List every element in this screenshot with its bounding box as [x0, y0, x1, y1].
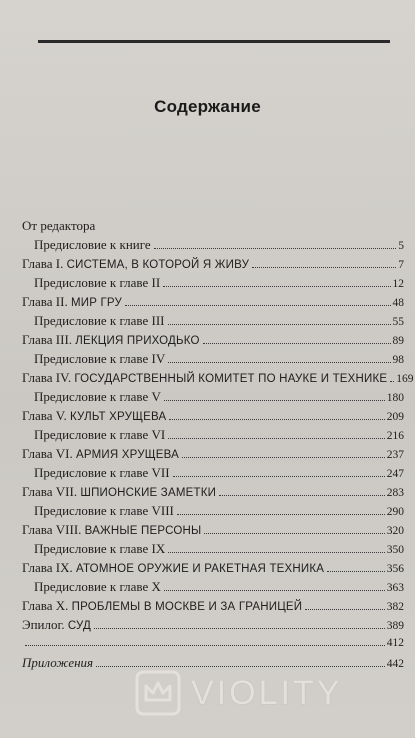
toc-entry-prefix: Предисловие к главе IX — [34, 541, 166, 556]
toc-entry — [22, 368, 414, 387]
toc-entry — [22, 501, 404, 520]
toc-entry-prefix: Предисловие к книге — [34, 237, 151, 252]
table-of-contents — [22, 216, 414, 672]
toc-entry-prefix: Предисловие к главе V — [34, 389, 161, 404]
toc-dot-leader — [168, 362, 390, 363]
toc-entry-title — [22, 349, 165, 370]
top-rule-divider — [38, 40, 390, 43]
toc-page-number: 442 — [386, 658, 404, 670]
toc-page-number: 7 — [398, 259, 404, 271]
toc-entry-title — [22, 653, 93, 674]
toc-entry-caps-title: МИР ГРУ — [70, 297, 123, 309]
toc-dot-leader — [169, 419, 384, 420]
toc-entry — [22, 216, 404, 235]
toc-page-number: 283 — [386, 487, 404, 499]
toc-entry — [22, 558, 404, 577]
toc-page-number: 363 — [386, 582, 404, 594]
toc-dot-leader — [305, 609, 385, 610]
toc-entry-title — [22, 330, 200, 351]
toc-entry-prefix: Предисловие к главе IV — [34, 351, 166, 366]
toc-dot-leader — [168, 552, 385, 553]
toc-entry-caps-title: АТОМНОЕ ОРУЖИЕ И РАКЕТНАЯ ТЕХНИКА — [76, 563, 325, 575]
toc-entry-title — [22, 368, 387, 389]
toc-page-number: 169 — [396, 373, 414, 385]
toc-entry-title — [22, 311, 165, 332]
toc-entry-title — [22, 444, 179, 465]
toc-entry — [22, 292, 404, 311]
toc-entry — [22, 235, 404, 254]
toc-page-number: 216 — [386, 430, 404, 442]
toc-entry — [22, 425, 404, 444]
toc-dot-leader — [125, 305, 390, 306]
toc-dot-leader — [163, 286, 390, 287]
toc-entry-caps-title: СУД — [67, 620, 91, 632]
toc-entry-caps-title: ВАЖНЫЕ ПЕРСОНЫ — [84, 525, 202, 537]
toc-page-number: 5 — [398, 240, 404, 252]
toc-entry — [22, 349, 404, 368]
toc-dot-leader — [154, 248, 397, 249]
toc-dot-leader — [96, 666, 385, 667]
toc-dot-leader — [94, 628, 385, 629]
toc-dot-leader — [177, 514, 385, 515]
toc-entry — [22, 615, 404, 634]
toc-entry-title — [22, 501, 174, 522]
toc-page-number: 247 — [386, 468, 404, 480]
toc-entry-title — [22, 273, 160, 294]
toc-entry — [22, 406, 404, 425]
toc-page-number: 89 — [392, 335, 404, 347]
toc-page-number: 209 — [386, 411, 404, 423]
toc-dot-leader — [25, 645, 385, 646]
toc-entry-prefix: От редактора — [22, 218, 96, 233]
toc-page-number: 382 — [386, 601, 404, 613]
toc-entry-prefix: Предисловие к главе VI — [34, 427, 166, 442]
toc-entry-title — [22, 615, 91, 636]
toc-entry — [22, 273, 404, 292]
toc-dot-leader — [252, 267, 396, 268]
toc-dot-leader — [182, 457, 385, 458]
toc-entry — [22, 463, 404, 482]
toc-entry-prefix: Предисловие к главе III — [34, 313, 165, 328]
toc-entry — [22, 520, 404, 539]
toc-dot-leader — [204, 533, 384, 534]
watermark — [135, 668, 342, 718]
toc-entry-title — [22, 387, 161, 408]
toc-dot-leader — [164, 590, 385, 591]
toc-dot-leader — [203, 343, 391, 344]
toc-entry-title — [22, 216, 95, 237]
toc-entry — [22, 482, 404, 501]
toc-entry-caps-title: АРМИЯ ХРУЩЕВА — [76, 449, 179, 461]
toc-page-number: 98 — [392, 354, 404, 366]
toc-dot-leader — [173, 476, 385, 477]
toc-entry — [22, 596, 404, 615]
toc-entry — [22, 387, 404, 406]
toc-entry-prefix: Предисловие к главе VII — [34, 465, 170, 480]
toc-dot-leader — [168, 438, 385, 439]
toc-entry — [22, 444, 404, 463]
toc-entry-title — [22, 254, 249, 275]
watermark-text: VIOLITY — [191, 673, 343, 712]
toc-dot-leader — [168, 324, 391, 325]
toc-entry-prefix: Предисловие к главе VIII — [34, 503, 174, 518]
toc-entry — [22, 577, 404, 596]
toc-entry-title — [22, 520, 201, 541]
toc-entry-caps-title: КУЛЬТ ХРУЩЕВА — [70, 411, 167, 423]
toc-page-number: 12 — [392, 278, 404, 290]
toc-entry-title — [22, 406, 166, 427]
toc-page-number: 350 — [386, 544, 404, 556]
toc-entry — [22, 254, 404, 273]
toc-entry — [22, 634, 404, 653]
toc-entry-prefix: Предисловие к главе X — [34, 579, 161, 594]
toc-entry-caps-title: ПРОБЛЕМЫ В МОСКВЕ И ЗА ГРАНИЦЕЙ — [71, 601, 303, 613]
toc-page-number: 55 — [392, 316, 404, 328]
toc-entry-prefix: Глава V. — [22, 408, 70, 423]
toc-entry-caps-title: ГОСУДАРСТВЕННЫЙ КОМИТЕТ ПО НАУКЕ И ТЕХНИКЕ — [74, 373, 388, 385]
toc-page-number: 48 — [392, 297, 404, 309]
toc-entry-caps-title: ЛЕКЦИЯ ПРИХОДЬКО — [75, 335, 200, 347]
toc-entry — [22, 330, 404, 349]
toc-entry-prefix: Эпилог. — [22, 617, 68, 632]
toc-entry-prefix: Приложения — [22, 655, 94, 670]
toc-dot-leader — [327, 571, 385, 572]
toc-page-number: 320 — [386, 525, 404, 537]
toc-entry-prefix: Глава II. — [22, 294, 71, 309]
toc-entry-title — [22, 596, 302, 617]
toc-entry-title — [22, 482, 216, 503]
toc-entry — [22, 539, 404, 558]
toc-entry-title — [22, 292, 122, 313]
toc-dot-leader — [219, 495, 385, 496]
toc-entry-prefix: Глава VII. — [22, 484, 81, 499]
violity-crown-logo-icon — [135, 670, 181, 716]
toc-entry — [22, 311, 404, 330]
toc-entry-title — [22, 425, 165, 446]
toc-entry-title — [22, 539, 165, 560]
toc-page-number: 180 — [386, 392, 404, 404]
toc-page-number: 356 — [386, 563, 404, 575]
toc-page-number: 412 — [386, 637, 404, 649]
toc-entry-prefix: Глава IV. — [22, 370, 75, 385]
toc-dot-leader — [164, 400, 385, 401]
toc-entry-prefix: Глава I. — [22, 256, 67, 271]
toc-entry-caps-title: ШПИОНСКИЕ ЗАМЕТКИ — [80, 487, 217, 499]
toc-entry-prefix: Глава IX. — [22, 560, 76, 575]
toc-entry-title — [22, 463, 170, 484]
toc-entry-title — [22, 577, 161, 598]
toc-entry-prefix: Глава VIII. — [22, 522, 85, 537]
toc-entry-prefix: Глава X. — [22, 598, 72, 613]
toc-entry-title — [22, 558, 324, 579]
toc-entry-caps-title: СИСТЕМА, В КОТОРОЙ Я ЖИВУ — [66, 259, 250, 271]
page-title: Содержание — [154, 97, 261, 116]
toc-page-number: 290 — [386, 506, 404, 518]
toc-page-number: 237 — [386, 449, 404, 461]
toc-dot-leader — [390, 381, 394, 382]
toc-entry-prefix: Предисловие к главе II — [34, 275, 161, 290]
toc-page-number: 389 — [386, 620, 404, 632]
toc-entry-title — [22, 235, 151, 256]
toc-entry-prefix: Глава VI. — [22, 446, 76, 461]
toc-entry-prefix: Глава III. — [22, 332, 76, 347]
